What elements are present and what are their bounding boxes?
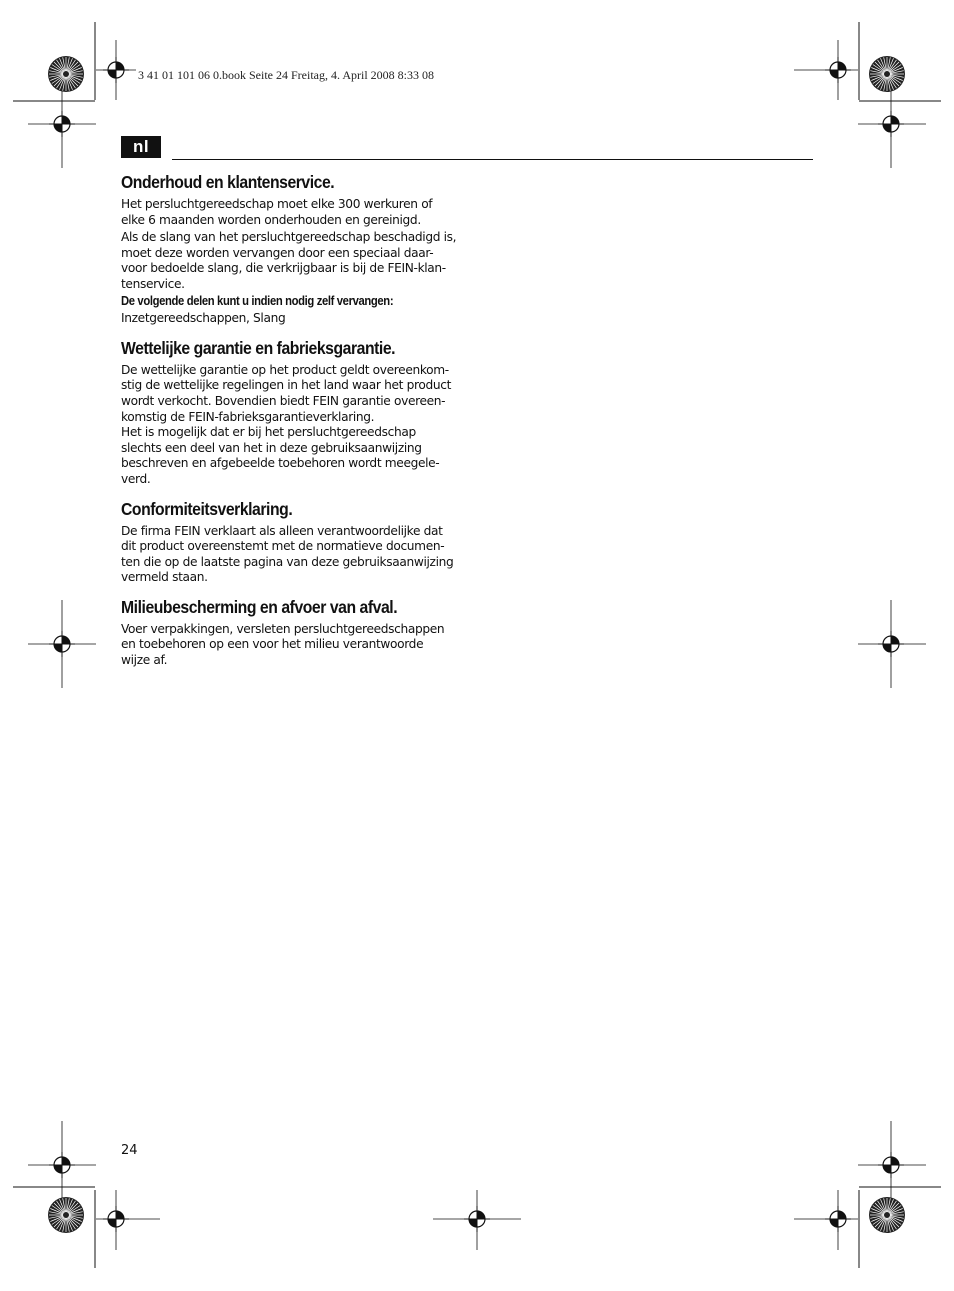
replaceable-parts-heading: De volgende delen kunt u indien nodig zelf vervangen:	[121, 293, 394, 308]
book-file-info: 3 41 01 101 06 0.book Seite 24 Freitag, 4. April 2008 8:33 08	[138, 68, 434, 82]
paragraph: Het persluchtgereedschap moet elke 300 werkuren of elke 6 maanden worden onderhouden en gereinigd.	[121, 197, 433, 227]
section-warranty	[121, 336, 466, 488]
section-title: Milieubescherming en afvoer van afval.	[121, 596, 398, 617]
section-title: Onderhoud en klantenservice.	[121, 172, 335, 192]
section-environment	[121, 595, 466, 669]
section-maintenance	[121, 170, 466, 327]
replaceable-parts-list: Inzetgereedschappen, Slang	[121, 311, 286, 326]
paragraph: De wettelijke garantie op het product geldt overeenkom- stig de wettelijke regelingen in het land waar het product wordt verkocht. Bovendien biedt FEIN garantie overeen- komstig de FEIN-fabrieksgarantieverklaring.	[121, 362, 452, 424]
page-number: 24	[121, 1143, 138, 1158]
main-content	[121, 170, 466, 678]
language-badge: nl	[121, 136, 161, 158]
header-divider	[172, 159, 813, 160]
section-title: Wettelijke garantie en fabrieksgarantie.	[121, 337, 396, 358]
paragraph: Als de slang van het persluchtgereedschap beschadigd is, moet deze worden vervangen door een speciaal daar- voor bedoelde slang, die verkrijgbaar is bij de FEIN-klan- tenservice.	[121, 230, 457, 291]
paragraph: Voer verpakkingen, versleten persluchtgereedschappen en toebehoren op een voor het milieu verantwoorde wijze af.	[121, 621, 445, 668]
section-title: Conformiteitsverklaring.	[121, 498, 293, 519]
paragraph: Het is mogelijk dat er bij het persluchtgereedschap slechts een deel van het in deze gebruiksaanwijzing beschreven en afgebeelde toebehoren wordt meegele- verd.	[121, 425, 440, 486]
section-conformity	[121, 497, 466, 586]
paragraph: De firma FEIN verklaart als alleen verantwoordelijke dat dit product overeenstemt met de normatieve documen- ten die op de laatste pagina van deze gebruiksaanwijzing vermeld staan.	[121, 523, 454, 585]
